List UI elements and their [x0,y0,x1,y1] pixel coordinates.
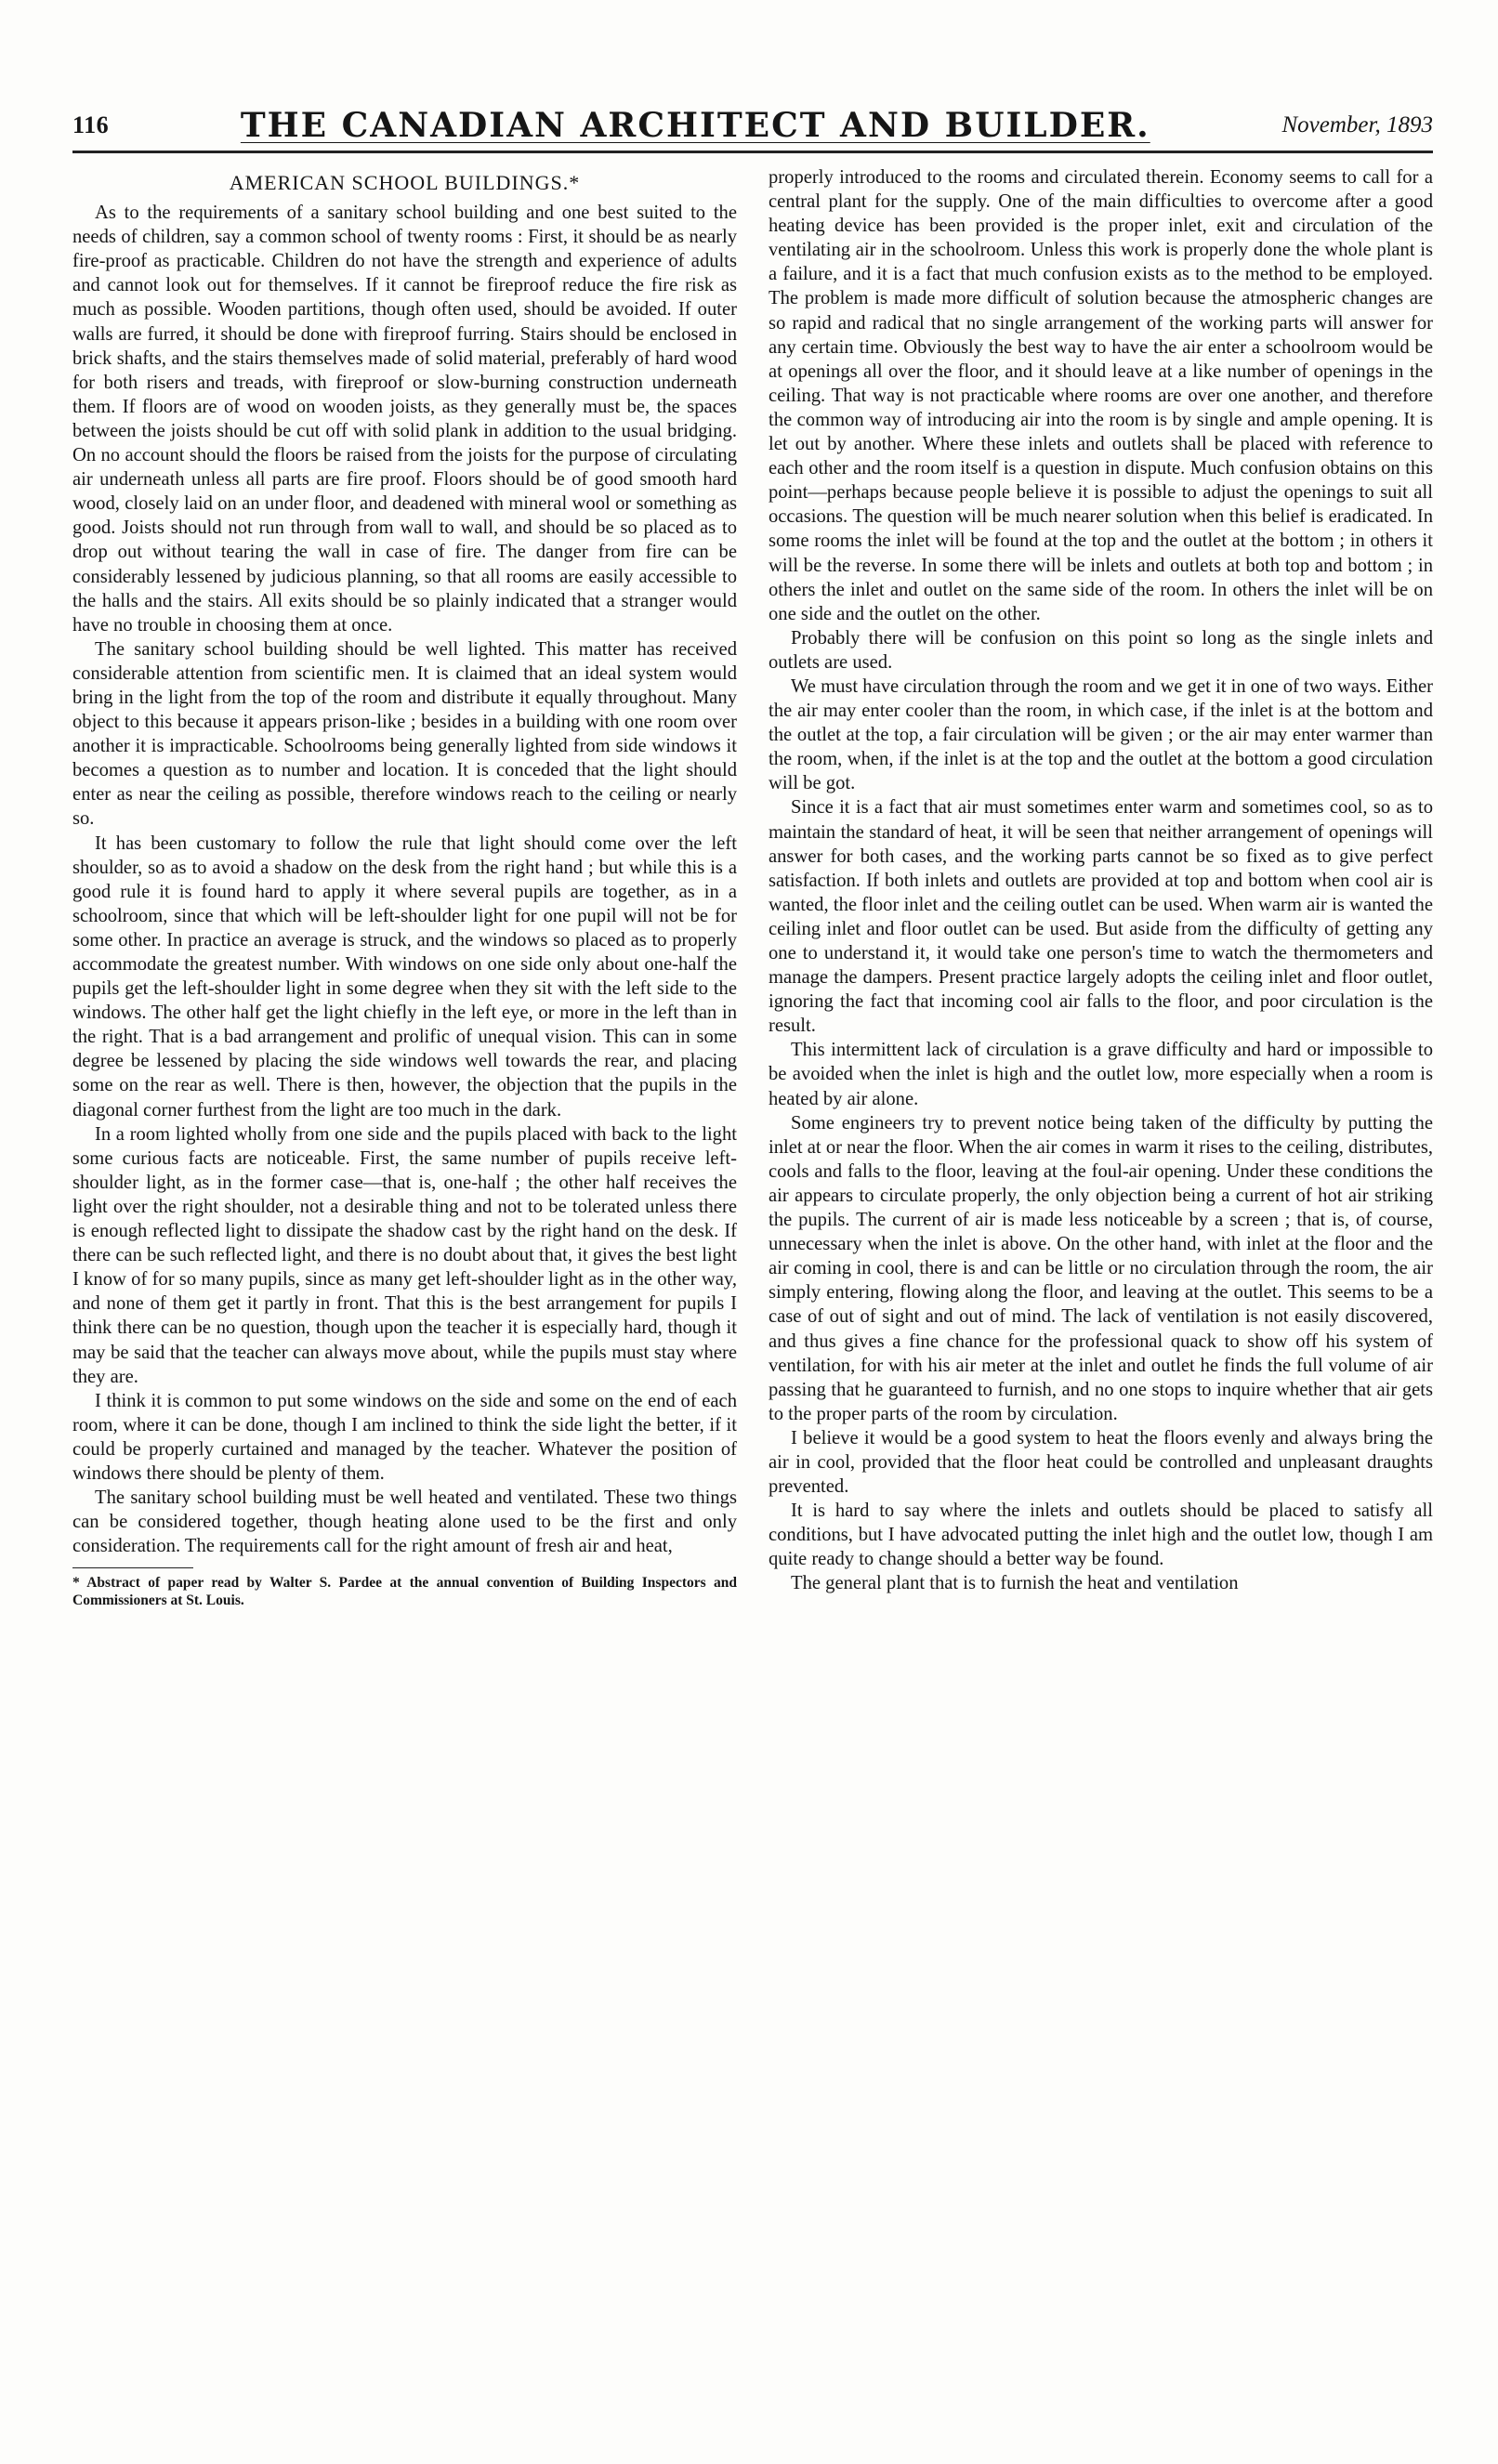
paragraph: We must have circulation through the room and we get it in one of two ways. Either the air may enter cooler than the room, in which case, if the inlet is at the bottom and the outlet at the top, a fair circulation will be given ; or the air may enter warmer than the room, when, if the inlet is at the top and the outlet at the bottom a good circulation will be got. [769,675,1433,794]
page-number: 116 [72,111,110,138]
article-title: AMERICAN SCHOOL BUILDINGS.* [229,171,581,194]
running-head [72,100,1433,153]
paragraph: I think it is common to put some windows on the side and some on the end of each room, where it can be done, though I am inclined to think the side light the better, if it could be properly curtained and managed by the teacher. Whatever the position of windows there should be plenty of them. [72,1390,737,1484]
right-column [769,165,1433,2421]
paragraph: Since it is a fact that air must sometimes enter warm and sometimes cool, so as to maintain the standard of heat, it will be seen that neither arrangement of openings will answer for both cases, and the working parts cannot be so fixed as to give perfect satisfaction. If both inlets and outlets are provided at top and bottom when cool air is wanted, the floor inlet and the ceiling outlet can be used. When warm air is wanted the ceiling inlet and floor outlet can be used. But aside from the difficulty of getting any one to understand it, it would take one person's time to watch the thermometers and manage the dampers. Present practice largely adopts the ceiling inlet and floor outlet, ignoring the fact that incoming cool air falls to the floor, and poor circulation is the result. [769,797,1433,1037]
paragraph: It is hard to say where the inlets and outlets should be placed to satisfy all conditions, but I have advocated putting the inlet high and the outlet low, though I am quite ready to change should a better way be found. [769,1501,1433,1570]
paragraph: This intermittent lack of circulation is a grave difficulty and hard or impossible to be avoided when the inlet is high and the outlet low, more especially when a room is heated by air alone. [769,1040,1433,1109]
left-column [72,165,737,2421]
paragraph: Some engineers try to prevent notice being taken of the difficulty by putting the inlet at or near the floor. When the air comes in warm it rises to the ceiling, distributes, cools and falls to the floor, leaving at the foul-air opening. Under these conditions the air appears to circulate properly, the only objection being a current of hot air striking the pupils. The current of air is made less noticeable by a screen ; that is, of course, unnecessary when the inlet is above. On the other hand, with inlet at the floor and the air coming in cool, there is and can be little or no circulation through the room, the air simply entering, flowing along the floor, and leaving at the outlet. This seems to be a case of out of sight and out of mind. The lack of ventilation is not easily discovered, and thus gives a fine chance for the professional quack to show off his system of ventilation, for with his air meter at the inlet and outlet he finds the full volume of air passing that he guaranteed to furnish, and no one stops to inquire whether that air gets to the proper parts of the room by circulation. [769,1112,1433,1424]
paragraph: In a room lighted wholly from one side and the pupils placed with back to the light some curious facts are noticeable. First, the same number of pupils receive left-shoulder light, as in the former case—that is, one-half ; the other half receives the light over the right shoulder, not a desirable thing and not to be tolerated unless there is enough reflected light to dissipate the shadow cast by the right hand on the desk. If there can be such reflected light, and there is no doubt about that, it gives the best light I know of for so many pupils, since as many get left-shoulder light as in the other way, and none of them get it partly in front. That this is the best arrangement for pupils I think there can be no question, though upon the teacher it is especially hard, though it may be said that the teacher can always move about, while the pupils must stay where they are. [72,1123,737,1387]
article-columns [72,165,1433,2421]
paragraph: As to the requirements of a sanitary school building and one best suited to the needs of children, say a common school of twenty rooms : First, it should be as nearly fire-proof as practicable. Children do not have the strength and experience of adults and cannot look out for themselves. If it cannot be fireproof reduce the fire risk as much as possible. Wooden partitions, though often used, should be avoided. If outer walls are furred, it should be done with fireproof furring. Stairs should be enclosed in brick shafts, and the stairs themselves made of solid material, preferably of hard wood for both risers and treads, with fireproof or slow-burning construction underneath them. If floors are of wood on wooden joists, as they generally must be, the spaces between the joists should be cut off with solid plank in addition to the usual bridging. On no account should the floors be raised from the joists for the purpose of circulating air underneath unless all parts are fire proof. Floors should be of good smooth hard wood, closely laid on an under floor, and deadened with mineral wool or something as good. Joists should not run through from wall to wall, and should be so placed as to drop out without tearing the wall in case of fire. The danger from fire can be considerably lessened by judicious planning, so that all rooms are easily accessible to the halls and the stairs. All exits should be so plainly indicated that a stranger would have no trouble in choosing them at once. [72,203,737,636]
journal-title: THE CANADIAN ARCHITECT AND BUILDER. [240,106,1150,145]
paragraph: The general plant that is to furnish the heat and ventilation [791,1573,1239,1594]
paragraph: I believe it would be a good system to heat the floors evenly and always bring the air in cool, provided that the floor heat could be controlled and unpleasant draughts prevented. [769,1427,1433,1498]
paragraph: Probably there will be confusion on this point so long as the single inlets and outlets are used. [769,627,1433,673]
footnote: * Abstract of paper read by Walter S. Pardee at the annual convention of Building Inspectors and Commissioners at St. Louis. [72,1575,737,1609]
paragraph: The sanitary school building should be well lighted. This matter has received considerable attention from scientific men. It is claimed that an ideal system would bring in the light from the top of the room and distribute it equally throughout. Many object to this because it appears prison-like ; besides in a building with one room over another it is impracticable. Schoolrooms being generally lighted from side windows it becomes a question as to number and location. It is conceded that the light should enter as near the ceiling as possible, therefore windows reach to the ceiling or nearly so. [72,638,737,830]
paragraph: The sanitary school building must be well heated and ventilated. These two things can be considered together, though heating alone used to be the first and only consideration. The requirements call for the right amount of fresh air and heat, [72,1488,737,1557]
paragraph: It has been customary to follow the rule that light should come over the left shoulder, so as to avoid a shadow on the desk from the right hand ; but while this is a good rule it is found hard to apply it where several pupils are together, as in a schoolroom, since that which will be left-shoulder light for one pupil will not be for some other. In practice an average is struck, and the windows so placed as to properly accommodate the greatest number. With windows on one side only about one-half the pupils get the left-shoulder light in some degree when they sit with the left side to the windows. The other half get the light chiefly in the left eye, or more in the left than in the right. That is a bad arrangement and prolific of unequal vision. This can in some degree be lessened by placing the side windows well towards the rear, and placing some on the rear as well. There is then, however, the objection that the pupils in the diagonal corner furthest from the light are too much in the dark. [72,832,737,1121]
footnote-rule [72,1567,193,1568]
issue-date: November, 1893 [1281,112,1433,138]
paragraph: properly introduced to the rooms and circulated therein. Economy seems to call for a central plant for the supply. One of the main difficulties to overcome after a good heating device has been provided is the proper inlet, exit and circulation of the ventilating air in the schoolroom. Unless this work is properly done the whole plant is a failure, and it is a fact that much confusion exists as to the method to be employed. The problem is made more difficult of solution because the atmospheric changes are so rapid and radical that no single arrangement of the working parts will answer for any certain time. Obviously the best way to have the air enter a schoolroom would be at openings all over the floor, and it should leave at a like number of openings in the ceiling. That way is not practicable where rooms are over one another, and therefore the common way of introducing air into the room is by single and ample opening. It is let out by another. Where these inlets and outlets shall be placed with reference to each other and the room itself is a question in dispute. Much confusion obtains on this point—perhaps because people believe it is possible to adjust the openings to suit all occasions. The question will be much nearer solution when this belief is eradicated. In some rooms the inlet will be found at the top and the outlet at the bottom ; in others it will be the reverse. In some there will be inlets and outlets at both top and bottom ; in others the inlet and outlet on the same side of the room. In others the inlet will be on one side and the outlet on the other. [769,167,1433,624]
